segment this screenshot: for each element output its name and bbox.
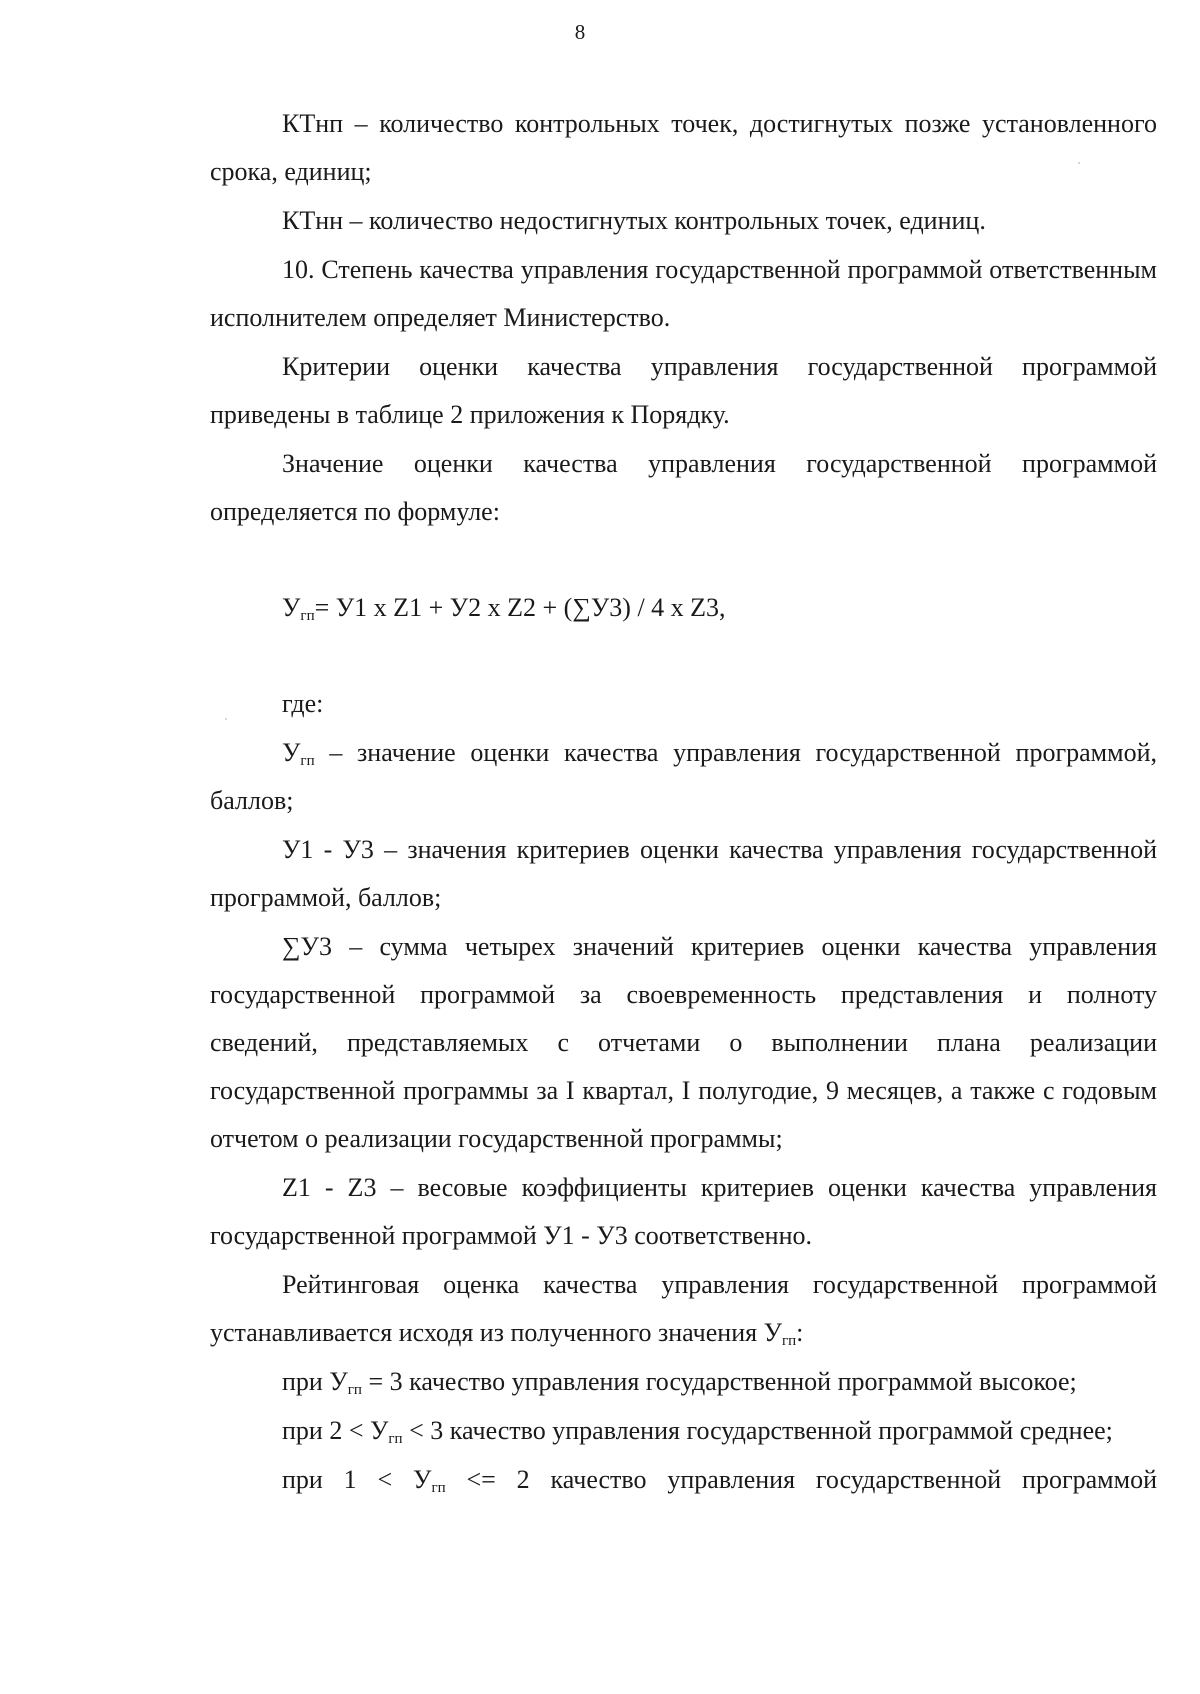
- rating-low-b: <= 2 качество управления государственной программой: [445, 1465, 1157, 1494]
- rating-high: [210, 1358, 1157, 1406]
- scan-speck: [225, 718, 227, 720]
- definition-ugp-var: У: [282, 738, 301, 767]
- definition-z1-z3: Z1 - Z3 – весовые коэффициенты критериев оценки качества управления государственной программой У1 - У3 соответственно.: [210, 1173, 1157, 1250]
- definition-u1-u3: У1 - У3 – значения критериев оценки качества управления государственной программой, баллов;: [210, 835, 1157, 912]
- where-label: где:: [282, 689, 324, 718]
- formula-rhs: = У1 x Z1 + У2 x Z2 + (∑У3) / 4 x Z3,: [314, 593, 726, 622]
- rating-high-b: = 3 качество управления государственной программой высокое;: [361, 1367, 1077, 1396]
- rating-intro-text: Рейтинговая оценка качества управления государственной программой устанавливается исходя из полученного значения У: [210, 1270, 1157, 1347]
- rating-intro: [210, 1261, 1157, 1357]
- rating-low-subscript: гп: [431, 1480, 446, 1496]
- rating-intro-subscript: гп: [781, 1333, 797, 1349]
- document-body: [210, 100, 1157, 1505]
- formula: [210, 584, 1157, 632]
- definition-ugp-text: – значение оценки качества управления государственной программой, баллов;: [210, 738, 1157, 815]
- definition-ugp: [210, 729, 1157, 825]
- rating-medium-a: при 2 < У: [282, 1416, 389, 1445]
- formula-lhs: У: [282, 593, 301, 622]
- scan-speck: [1078, 162, 1080, 164]
- rating-high-subscript: гп: [347, 1382, 362, 1398]
- rating-low-a: при 1 < У: [282, 1465, 432, 1494]
- rating-medium-subscript: гп: [388, 1431, 403, 1447]
- rating-medium: [210, 1407, 1157, 1455]
- definition-sum-u3: ∑У3 – сумма четырех значений критериев оценки качества управления государственной программой за своевременность представления и полноту сведений, представляемых с отчетами о выполнении плана реализации государственной программы за I квартал, I полугодие, 9 месяцев, а также с годовым отчетом о реализации государственной программы;: [210, 932, 1157, 1153]
- rating-intro-colon: :: [796, 1318, 804, 1347]
- paragraph-criteria: Критерии оценки качества управления государственной программой приведены в таблице 2 приложения к Порядку.: [210, 352, 1157, 429]
- paragraph-10: 10. Степень качества управления государственной программой ответственным исполнителем определяет Министерство.: [210, 255, 1157, 332]
- definition-ugp-subscript: гп: [300, 753, 315, 769]
- page-number: 8: [574, 20, 586, 44]
- paragraph-ktnp: КТнп – количество контрольных точек, достигнутых позже установленного срока, единиц;: [210, 109, 1157, 186]
- paragraph-ktnn: КТнн – количество недостигнутых контрольных точек, единиц.: [282, 206, 986, 235]
- paragraph-formula-intro: Значение оценки качества управления государственной программой определяется по формуле:: [210, 449, 1157, 526]
- rating-high-a: при У: [282, 1367, 348, 1396]
- formula-subscript: гп: [300, 608, 315, 624]
- rating-low: [210, 1456, 1157, 1504]
- rating-medium-b: < 3 качество управления государственной программой среднее;: [402, 1416, 1113, 1445]
